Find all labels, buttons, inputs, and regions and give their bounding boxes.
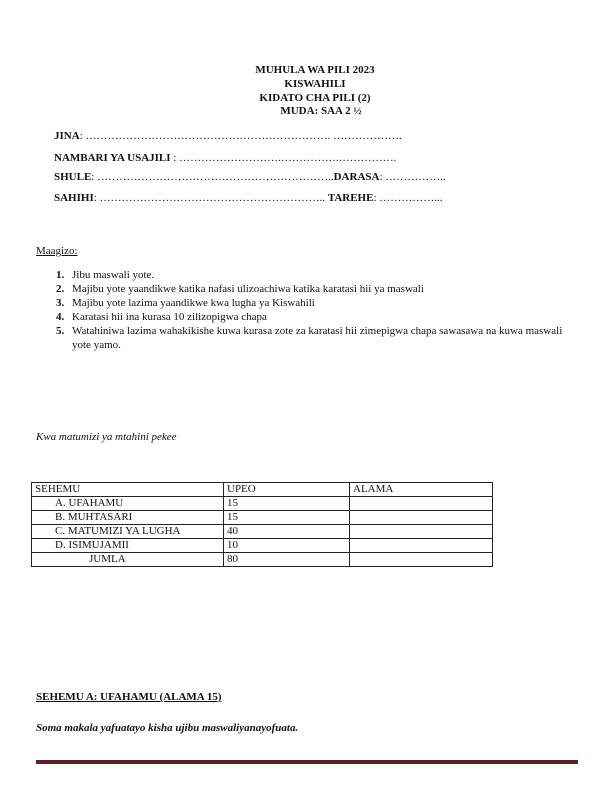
section-cell: B. MUHTASARI <box>32 511 224 525</box>
term-title: MUHULA WA PILI 2023 <box>255 64 375 76</box>
instructions-heading: Maagizo: <box>36 245 78 257</box>
duration-title: MUDA: SAA 2 ½ <box>280 105 362 117</box>
section-a-instruction: Soma makala yafuatayo kisha ujibu maswaliyanayofuata. <box>36 722 299 734</box>
registration-blank: : ……………………….…………….……………. <box>170 152 397 164</box>
instruction-item: 4. Karatasi hii ina kurasa 10 zilizopigwa chapa <box>56 311 267 323</box>
header-alama: ALAMA <box>350 483 493 497</box>
date-label: TAREHE <box>327 192 374 204</box>
table-row <box>32 539 493 553</box>
section-cell: D. ISIMUJAMII <box>32 539 224 553</box>
date-blank: : ……………... <box>373 192 443 204</box>
section-cell: A. UFAHAMU <box>32 497 224 511</box>
section-cell: C. MATUMIZI YA LUGHA <box>32 525 224 539</box>
header-sehemu: SEHEMU <box>32 483 224 497</box>
total-score-cell[interactable] <box>350 553 493 567</box>
registration-field[interactable] <box>54 152 396 164</box>
table-header-row <box>32 483 493 497</box>
max-cell: 15 <box>224 497 350 511</box>
class-title: KIDATO CHA PILI (2) <box>259 92 371 104</box>
total-max-cell: 80 <box>224 553 350 567</box>
instruction-item: 5. Watahiniwa lazima wahakikishe kuwa kurasa zote za karatasi hii zimepigwa chapa sawasawa na kuwa maswali yote yamo. <box>56 325 563 351</box>
score-cell[interactable] <box>350 539 493 553</box>
header-upeo: UPEO <box>224 483 350 497</box>
signature-field[interactable] <box>54 192 443 204</box>
instruction-item: 3. Majibu yote lazima yaandikwe kwa lugha ya Kiswahili <box>56 297 315 309</box>
signature-label: SAHIHI <box>54 192 94 204</box>
instruction-item: 2. Majibu yote yaandikwe katika nafasi ulizoachiwa katika karatasi hii ya maswali <box>56 283 424 295</box>
table-row <box>32 497 493 511</box>
total-label-cell: JUMLA <box>32 553 224 567</box>
max-cell: 10 <box>224 539 350 553</box>
examiner-note: Kwa matumizi ya mtahini pekee <box>36 431 177 443</box>
table-row-total <box>32 553 493 567</box>
class-label: DARASA <box>333 171 380 183</box>
class-blank: : …………….. <box>379 171 446 183</box>
table-row <box>32 511 493 525</box>
subject-title: KISWAHILI <box>284 78 346 90</box>
instruction-item: 1. Jibu maswali yote. <box>56 269 155 281</box>
name-blank: : …………………………………………………………. ………………. <box>79 130 402 142</box>
score-cell[interactable] <box>350 497 493 511</box>
school-field[interactable] <box>54 171 446 183</box>
table-row <box>32 525 493 539</box>
section-a-heading: SEHEMU A: UFAHAMU (ALAMA 15) <box>36 691 222 703</box>
score-cell[interactable] <box>350 525 493 539</box>
footer-rule <box>36 760 578 764</box>
school-blank: : ……………………………………………………….. <box>91 171 334 183</box>
max-cell: 15 <box>224 511 350 525</box>
name-field[interactable] <box>54 130 402 142</box>
name-label: JINA <box>54 130 80 142</box>
registration-label: NAMBARI YA USAJILI <box>54 152 171 164</box>
score-cell[interactable] <box>350 511 493 525</box>
max-cell: 40 <box>224 525 350 539</box>
school-label: SHULE <box>54 171 92 183</box>
signature-blank: : …………………………………………………….. <box>93 192 328 204</box>
marks-table <box>31 482 493 567</box>
